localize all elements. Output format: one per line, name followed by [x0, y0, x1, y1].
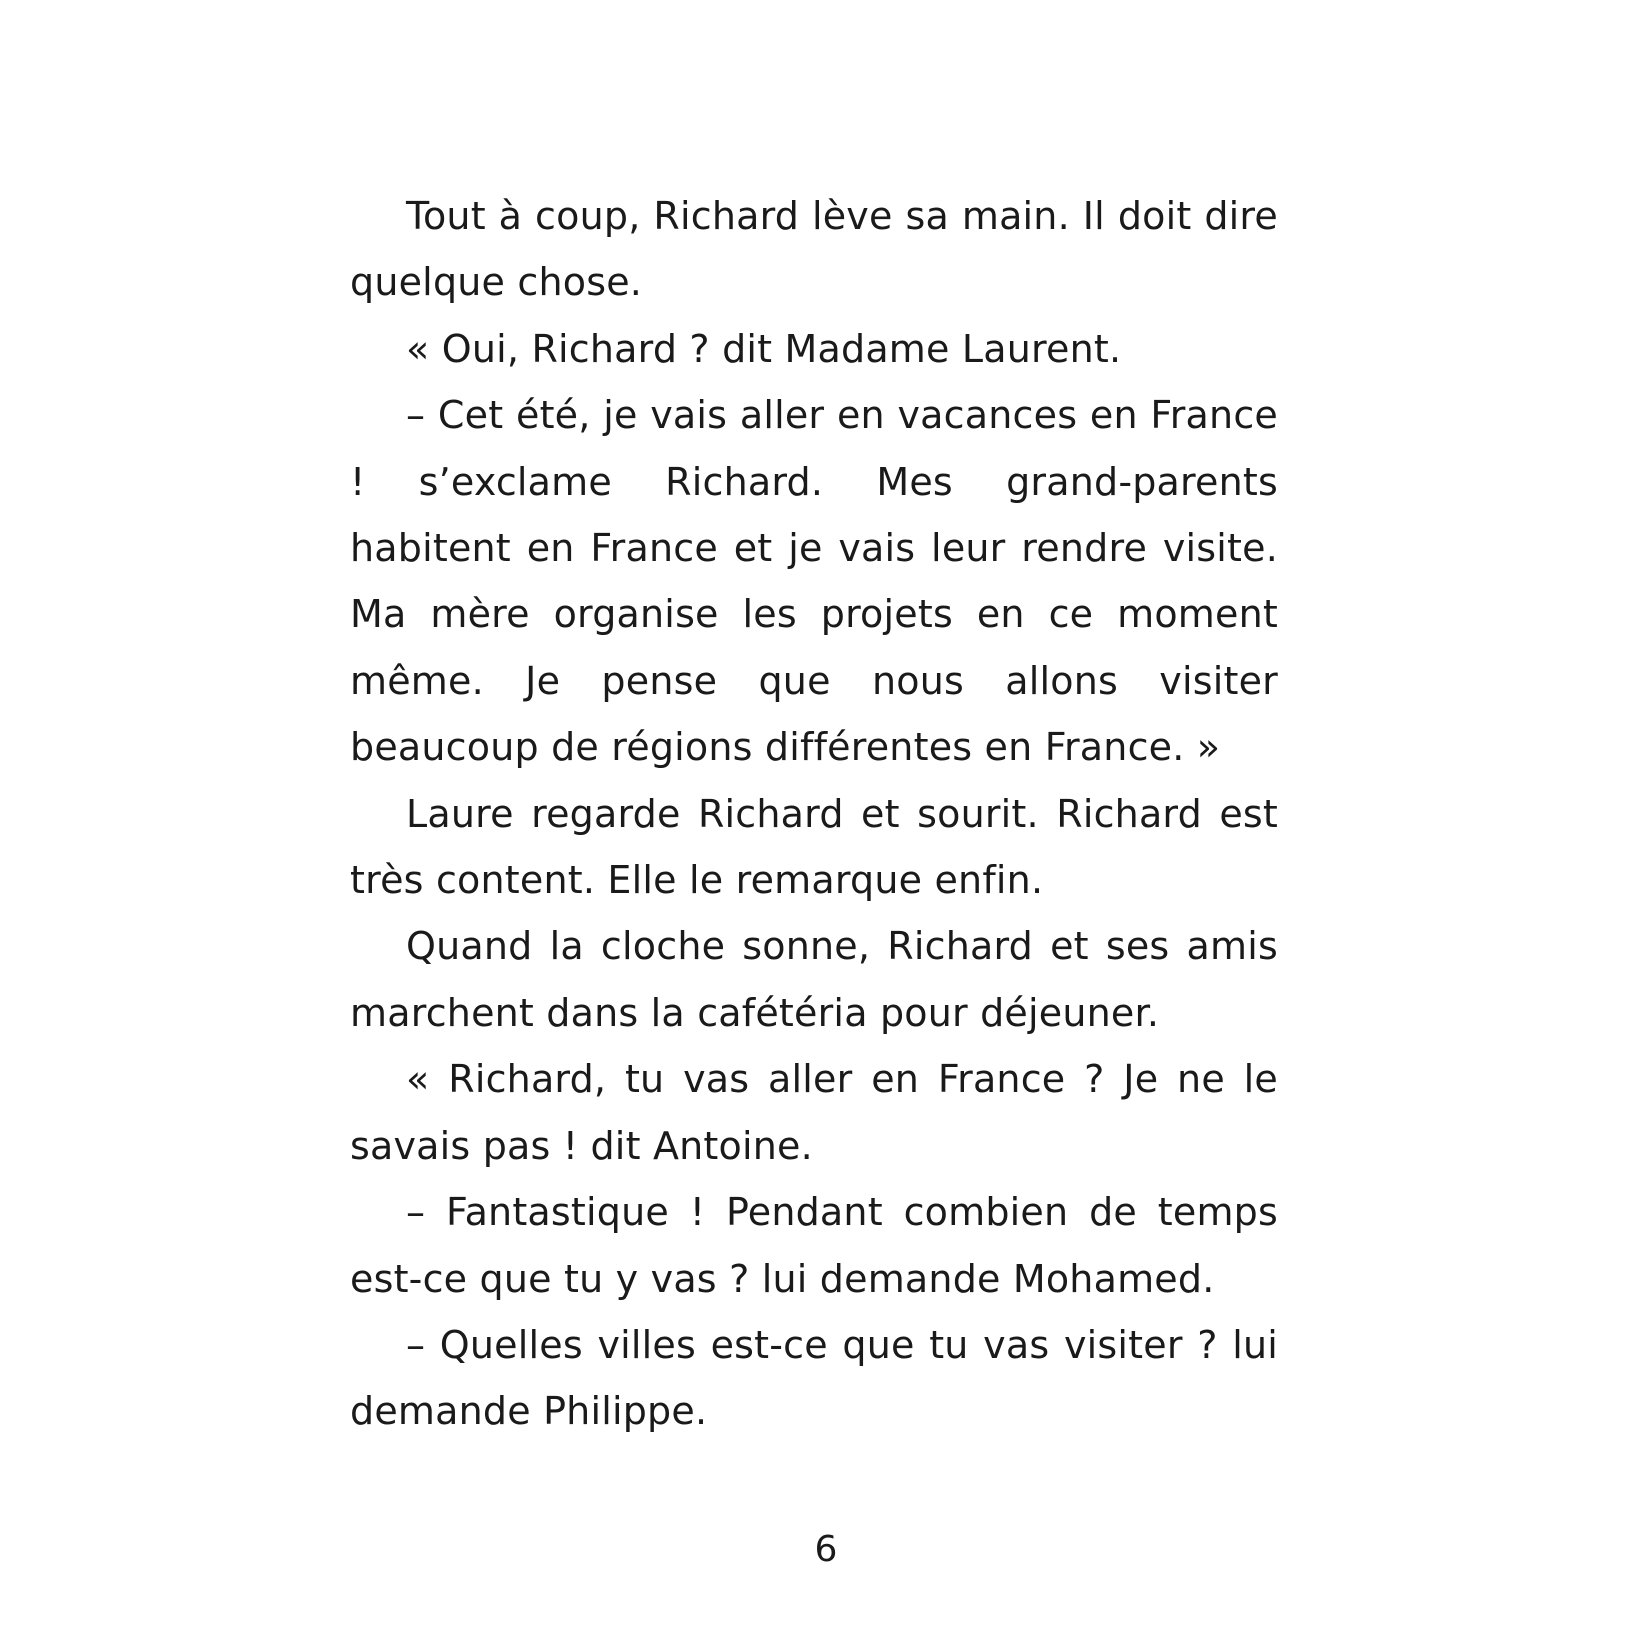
paragraph: « Richard, tu vas aller en France ? Je ne le savais pas ! dit Antoine.	[350, 1057, 1278, 1168]
paragraph: Tout à coup, Richard lève sa main. Il doit dire quelque chose.	[350, 194, 1278, 305]
paragraph: – Cet été, je vais aller en vacances en France ! s’exclame Richard. Mes grand-parents habitent en France et je vais leur rendre visite. Ma mère organise les projets en ce moment même. Je pense que nous allons visiter beaucoup de régions différentes en France. »	[350, 393, 1278, 770]
page-number: 6	[814, 1529, 838, 1570]
paragraph: « Oui, Richard ? dit Madame Laurent.	[406, 326, 1122, 371]
paragraph: Laure regarde Richard et sourit. Richard est très content. Elle le remarque enfin.	[350, 791, 1278, 903]
body-text	[350, 183, 1278, 1445]
paragraph: – Quelles villes est-ce que tu vas visiter ? lui demande Philippe.	[350, 1322, 1278, 1434]
paragraph: Quand la cloche sonne, Richard et ses amis marchent dans la cafétéria pour déjeuner.	[350, 924, 1278, 1035]
paragraph: – Fantastique ! Pendant combien de temps est-ce que tu y vas ? lui demande Mohamed.	[350, 1190, 1278, 1301]
